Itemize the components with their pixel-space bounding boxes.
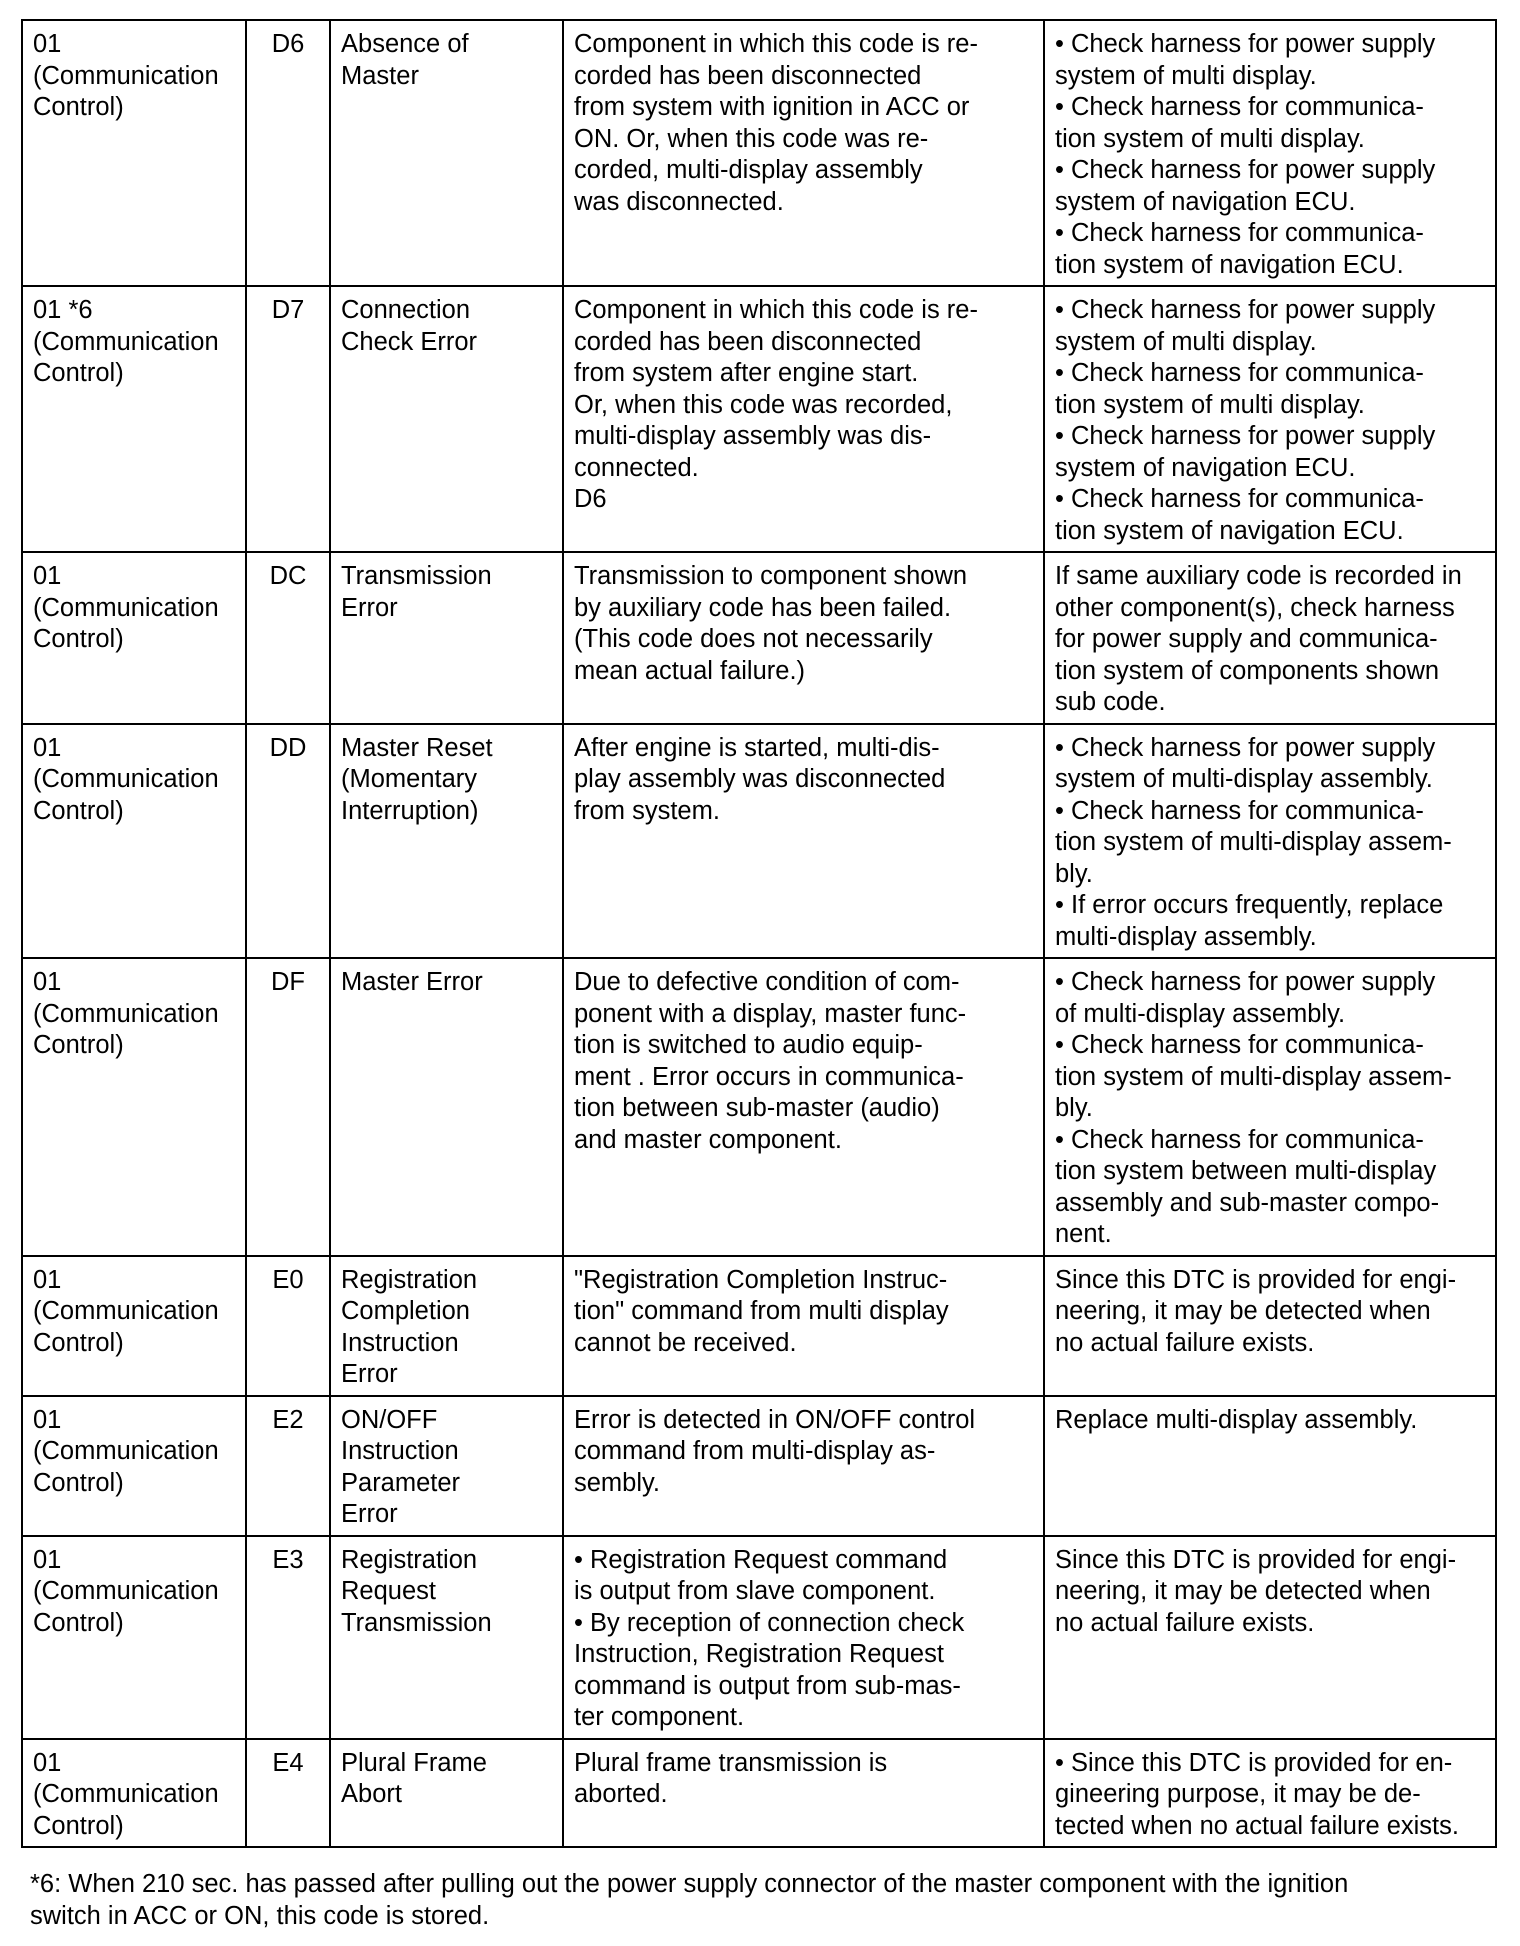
action-line: Replace multi-display assembly. <box>1055 1405 1418 1434</box>
action-cell <box>1044 724 1496 959</box>
action-cell <box>1044 1256 1496 1396</box>
action-cell <box>1044 958 1496 1256</box>
name-cell <box>330 20 563 286</box>
name-line: Check Error <box>341 327 478 356</box>
name-cell <box>330 1739 563 1848</box>
name-cell <box>330 552 563 724</box>
system-line: Control) <box>33 1031 124 1059</box>
description-line: sembly. <box>574 1468 660 1497</box>
system-cell <box>22 958 246 1256</box>
description-line: multi-display assembly was dis- <box>574 422 932 450</box>
description-cell <box>563 20 1044 286</box>
system-line: 01 <box>33 733 62 762</box>
description-line: • Registration Request command <box>574 1545 948 1574</box>
action-line: tected when no actual failure exists. <box>1055 1811 1459 1840</box>
name-line: Transmission <box>341 562 492 590</box>
description-line: corded, multi-display assembly <box>574 156 923 184</box>
system-cell <box>22 20 246 286</box>
action-line: tion system of components shown <box>1055 656 1440 685</box>
description-line: and master component. <box>574 1125 842 1154</box>
description-line: Due to defective condition of com- <box>574 968 960 996</box>
description-line: corded has been disconnected <box>574 327 922 356</box>
table-row <box>22 1396 1496 1536</box>
description-line: Component in which this code is re- <box>574 30 978 58</box>
action-line: other component(s), check harness <box>1055 593 1455 622</box>
table-row <box>22 1739 1496 1848</box>
action-line: • Check harness for communica- <box>1055 485 1424 513</box>
name-line: Plural Frame <box>341 1748 487 1777</box>
action-line: • Since this DTC is provided for en- <box>1055 1748 1453 1777</box>
action-line: tion system of multi-display assem- <box>1055 1062 1452 1091</box>
description-line: Component in which this code is re- <box>574 296 978 324</box>
system-line: (Communication <box>33 593 219 622</box>
description-line: ment . Error occurs in communica- <box>574 1062 964 1091</box>
code-cell: E4 <box>246 1739 330 1848</box>
system-line: 01 <box>33 1265 62 1294</box>
name-cell <box>330 1256 563 1396</box>
action-line: system of navigation ECU. <box>1055 453 1356 482</box>
description-line: Plural frame transmission is <box>574 1748 888 1777</box>
description-line: play assembly was disconnected <box>574 765 946 793</box>
name-line: Error <box>341 1500 398 1528</box>
description-line: from system. <box>574 796 720 825</box>
description-cell <box>563 958 1044 1256</box>
description-cell <box>563 1739 1044 1848</box>
system-line: 01 *6 <box>33 296 93 324</box>
description-cell <box>563 552 1044 724</box>
name-line: Transmission <box>341 1608 492 1637</box>
system-cell <box>22 1256 246 1396</box>
description-line: tion between sub-master (audio) <box>574 1094 940 1122</box>
name-line: Instruction <box>341 1328 459 1357</box>
action-cell <box>1044 286 1496 552</box>
code-cell: E2 <box>246 1396 330 1536</box>
description-line: command from multi-display as- <box>574 1437 936 1465</box>
action-line: system of navigation ECU. <box>1055 187 1356 216</box>
system-cell <box>22 1739 246 1848</box>
action-line: • Check harness for communica- <box>1055 1031 1424 1059</box>
system-cell <box>22 1536 246 1739</box>
system-line: Control) <box>33 1468 124 1497</box>
description-line: is output from slave component. <box>574 1577 936 1605</box>
action-line: sub code. <box>1055 688 1166 716</box>
description-line: was disconnected. <box>574 187 784 216</box>
name-line: (Momentary <box>341 765 478 793</box>
action-line: gineering purpose, it may be de- <box>1055 1780 1421 1808</box>
action-line: • Check harness for power supply <box>1055 422 1436 450</box>
action-line: of multi-display assembly. <box>1055 999 1346 1028</box>
system-line: Control) <box>33 1608 124 1637</box>
description-line: Or, when this code was recorded, <box>574 390 953 419</box>
action-line: nent. <box>1055 1220 1112 1248</box>
action-line: Since this DTC is provided for engi- <box>1055 1265 1457 1294</box>
table-row <box>22 724 1496 959</box>
code-cell: DC <box>246 552 330 724</box>
description-line: (This code does not necessarily <box>574 625 933 653</box>
name-line: Error <box>341 593 398 622</box>
table-row <box>22 1256 1496 1396</box>
action-line: • Check harness for power supply <box>1055 968 1436 996</box>
system-line: 01 <box>33 1748 62 1777</box>
action-line: tion system of multi display. <box>1055 390 1365 419</box>
system-line: Control) <box>33 625 124 653</box>
code-cell: DD <box>246 724 330 959</box>
action-line: • Check harness for power supply <box>1055 733 1436 762</box>
description-line: ter component. <box>574 1703 745 1731</box>
action-line: assembly and sub-master compo- <box>1055 1188 1440 1217</box>
name-line: Error <box>341 1360 398 1388</box>
name-line: Parameter <box>341 1468 461 1497</box>
action-line: • Check harness for communica- <box>1055 93 1424 121</box>
table-row <box>22 552 1496 724</box>
action-line: system of multi-display assembly. <box>1055 765 1433 793</box>
system-line: Control) <box>33 1328 124 1357</box>
action-line: • Check harness for communica- <box>1055 359 1424 387</box>
description-line: D6 <box>574 485 607 513</box>
system-cell <box>22 724 246 959</box>
system-line: Control) <box>33 796 124 825</box>
action-cell <box>1044 1396 1496 1536</box>
name-line: Absence of <box>341 30 469 58</box>
dtc-table-body <box>22 20 1496 1847</box>
name-line: Abort <box>341 1780 402 1808</box>
system-line: (Communication <box>33 999 219 1028</box>
description-line: • By reception of connection check <box>574 1608 965 1637</box>
system-cell <box>22 552 246 724</box>
name-line: Master <box>341 61 419 90</box>
description-line: ponent with a display, master func- <box>574 999 967 1028</box>
name-line: Connection <box>341 296 471 324</box>
name-cell <box>330 1396 563 1536</box>
action-line: system of multi display. <box>1055 327 1317 356</box>
description-line: mean actual failure.) <box>574 656 806 685</box>
description-line: aborted. <box>574 1780 668 1808</box>
system-line: (Communication <box>33 61 219 90</box>
system-line: 01 <box>33 562 62 590</box>
action-line: no actual failure exists. <box>1055 1608 1315 1637</box>
system-cell <box>22 1396 246 1536</box>
description-line: tion" command from multi display <box>574 1297 949 1325</box>
name-line: Request <box>341 1577 436 1605</box>
system-line: 01 <box>33 968 62 996</box>
name-cell <box>330 724 563 959</box>
system-line: (Communication <box>33 1437 219 1465</box>
action-line: • Check harness for communica- <box>1055 1125 1424 1154</box>
action-line: tion system of multi-display assem- <box>1055 828 1452 856</box>
description-line: Error is detected in ON/OFF control <box>574 1405 976 1434</box>
system-line: Control) <box>33 93 124 121</box>
description-line: tion is switched to audio equip- <box>574 1031 923 1059</box>
name-cell <box>330 958 563 1256</box>
system-line: (Communication <box>33 1780 219 1808</box>
action-cell <box>1044 1739 1496 1848</box>
action-line: system of multi display. <box>1055 61 1317 90</box>
system-line: 01 <box>33 1545 62 1574</box>
name-cell <box>330 286 563 552</box>
system-line: (Communication <box>33 1297 219 1325</box>
name-line: Completion <box>341 1297 470 1325</box>
code-cell: DF <box>246 958 330 1256</box>
system-line: (Communication <box>33 1577 219 1605</box>
action-line: • Check harness for power supply <box>1055 296 1436 324</box>
name-line: Registration <box>341 1265 478 1294</box>
action-line: neering, it may be detected when <box>1055 1577 1431 1605</box>
code-cell: D7 <box>246 286 330 552</box>
description-line: Transmission to component shown <box>574 562 968 590</box>
footnote-line: *6: When 210 sec. has passed after pulling out the power supply connector of the master component with the ignition <box>30 1870 1349 1898</box>
description-line: command is output from sub-mas- <box>574 1671 961 1700</box>
name-line: Instruction <box>341 1437 459 1465</box>
description-cell <box>563 724 1044 959</box>
system-line: (Communication <box>33 327 219 356</box>
description-line: After engine is started, multi-dis- <box>574 733 940 762</box>
dtc-table <box>21 19 1497 1848</box>
description-line: by auxiliary code has been failed. <box>574 593 952 622</box>
name-line: ON/OFF <box>341 1405 438 1434</box>
name-line: Master Reset <box>341 733 493 762</box>
name-line: Interruption) <box>341 796 479 825</box>
action-line: • Check harness for power supply <box>1055 156 1436 184</box>
name-line: Registration <box>341 1545 478 1574</box>
description-cell <box>563 286 1044 552</box>
description-line: connected. <box>574 453 699 482</box>
action-line: • Check harness for power supply <box>1055 30 1436 58</box>
action-line: • If error occurs frequently, replace <box>1055 891 1444 919</box>
description-line: corded has been disconnected <box>574 61 922 90</box>
code-cell: E0 <box>246 1256 330 1396</box>
code-cell: E3 <box>246 1536 330 1739</box>
action-line: multi-display assembly. <box>1055 922 1317 951</box>
footnote-line: switch in ACC or ON, this code is stored. <box>30 1902 490 1930</box>
system-line: Control) <box>33 1811 124 1840</box>
system-line: (Communication <box>33 765 219 793</box>
action-line: tion system of navigation ECU. <box>1055 250 1404 279</box>
table-row <box>22 1536 1496 1739</box>
description-line: Instruction, Registration Request <box>574 1640 944 1668</box>
action-line: bly. <box>1055 859 1093 888</box>
system-line: Control) <box>33 359 124 387</box>
table-row <box>22 286 1496 552</box>
name-line: Master Error <box>341 968 483 996</box>
table-row <box>22 958 1496 1256</box>
description-line: "Registration Completion Instruc- <box>574 1265 948 1294</box>
description-cell <box>563 1256 1044 1396</box>
action-line: bly. <box>1055 1094 1093 1122</box>
system-line: 01 <box>33 30 62 58</box>
action-cell <box>1044 552 1496 724</box>
description-line: ON. Or, when this code was re- <box>574 124 929 153</box>
description-line: from system after engine start. <box>574 359 919 387</box>
description-line: cannot be received. <box>574 1328 797 1357</box>
action-line: • Check harness for communica- <box>1055 219 1424 247</box>
action-line: tion system of navigation ECU. <box>1055 516 1404 545</box>
action-line: no actual failure exists. <box>1055 1328 1315 1357</box>
action-cell <box>1044 20 1496 286</box>
description-cell <box>563 1396 1044 1536</box>
action-line: If same auxiliary code is recorded in <box>1055 562 1462 590</box>
action-line: Since this DTC is provided for engi- <box>1055 1545 1457 1574</box>
action-cell <box>1044 1536 1496 1739</box>
table-row <box>22 20 1496 286</box>
action-line: for power supply and communica- <box>1055 625 1438 653</box>
code-cell: D6 <box>246 20 330 286</box>
action-line: tion system of multi display. <box>1055 124 1365 153</box>
name-cell <box>330 1536 563 1739</box>
system-cell <box>22 286 246 552</box>
footnote <box>30 1868 1500 1932</box>
action-line: tion system between multi-display <box>1055 1157 1437 1185</box>
action-line: neering, it may be detected when <box>1055 1297 1431 1325</box>
description-cell <box>563 1536 1044 1739</box>
action-line: • Check harness for communica- <box>1055 796 1424 825</box>
description-line: from system with ignition in ACC or <box>574 93 970 121</box>
system-line: 01 <box>33 1405 62 1434</box>
